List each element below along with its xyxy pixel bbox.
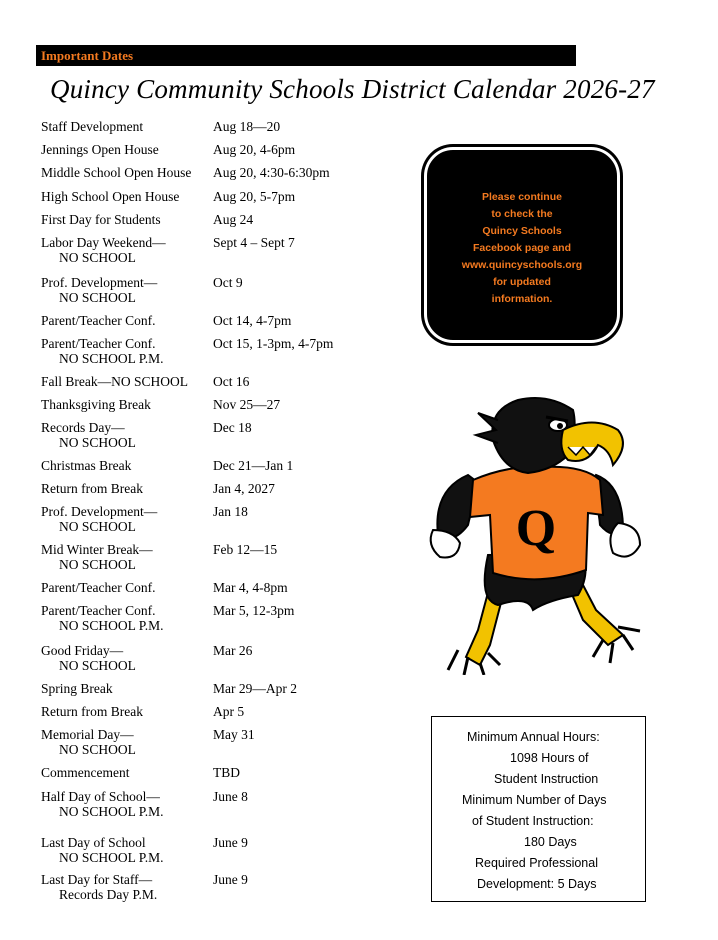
event-name: Parent/Teacher Conf.: [41, 313, 156, 328]
event-date: May 31: [213, 727, 255, 742]
event-date: TBD: [213, 765, 240, 780]
banner-label: Important Dates: [41, 48, 134, 63]
event-date: Aug 20, 4:30-6:30pm: [213, 165, 330, 180]
event-name: Fall Break—NO SCHOOL: [41, 374, 188, 389]
event-date: Mar 5, 12-3pm: [213, 603, 295, 618]
minimum-hours-box: [431, 716, 646, 902]
event-name: Parent/Teacher Conf.: [41, 336, 156, 351]
hours-line: 1098 Hours of: [510, 751, 589, 765]
event-name: Return from Break: [41, 481, 143, 496]
event-note: NO SCHOOL P.M.: [59, 351, 164, 366]
event-name: Prof. Development—: [41, 275, 158, 290]
event-name: Christmas Break: [41, 458, 132, 473]
event-date: Aug 24: [213, 212, 254, 227]
event-note: NO SCHOOL: [59, 557, 136, 572]
event-date: Jan 4, 2027: [213, 481, 275, 496]
event-name: Staff Development: [41, 119, 144, 134]
event-note: NO SCHOOL: [59, 250, 136, 265]
event-date: Aug 20, 4-6pm: [213, 142, 296, 157]
event-date: June 9: [213, 872, 248, 887]
event-name: Mid Winter Break—: [41, 542, 153, 557]
event-name: First Day for Students: [41, 212, 161, 227]
hawk-mascot-illustration: [418, 395, 648, 675]
event-name: Jennings Open House: [41, 142, 159, 157]
hours-line: Minimum Annual Hours:: [467, 730, 600, 744]
event-date: Aug 20, 5-7pm: [213, 189, 296, 204]
event-date: Nov 25—27: [213, 397, 281, 412]
mascot-right-hand: [610, 523, 640, 557]
event-name: Last Day for Staff—: [41, 872, 153, 887]
event-name: Last Day of School: [41, 835, 146, 850]
event-date: Oct 15, 1-3pm, 4-7pm: [213, 336, 334, 351]
event-date: Oct 16: [213, 374, 250, 389]
event-date: June 8: [213, 789, 248, 804]
event-name: Return from Break: [41, 704, 143, 719]
shirt-letter-q: Q: [515, 500, 557, 557]
event-date: Sept 4 – Sept 7: [213, 235, 295, 250]
notice-line: information.: [491, 293, 553, 305]
event-note: NO SCHOOL P.M.: [59, 804, 164, 819]
event-date: Mar 29—Apr 2: [213, 681, 297, 696]
event-name: Half Day of School—: [41, 789, 160, 804]
notice-text: [430, 189, 614, 308]
event-date: Oct 14, 4-7pm: [213, 313, 292, 328]
event-date: Dec 21—Jan 1: [213, 458, 294, 473]
event-name: Good Friday—: [41, 643, 124, 658]
important-dates-banner: [36, 45, 576, 66]
event-date: Feb 12—15: [213, 542, 278, 557]
notice-line: Facebook page and: [472, 242, 572, 254]
event-date: Oct 9: [213, 275, 243, 290]
event-date: Mar 4, 4-8pm: [213, 580, 288, 595]
event-note: NO SCHOOL P.M.: [59, 850, 164, 865]
notice-line: Please continue: [482, 191, 562, 203]
event-name: Labor Day Weekend—: [41, 235, 166, 250]
hours-line: Required Professional: [475, 856, 598, 870]
event-name: Spring Break: [41, 681, 113, 696]
hours-line: Student Instruction: [494, 772, 599, 786]
event-date: Apr 5: [213, 704, 245, 719]
notice-line: for updated: [493, 276, 551, 288]
event-note: NO SCHOOL P.M.: [59, 618, 164, 633]
mascot-beak: [561, 423, 623, 466]
hours-line: 180 Days: [524, 835, 577, 849]
notice-line: Quincy Schools: [482, 225, 562, 237]
event-date: Mar 26: [213, 643, 253, 658]
event-name: Records Day—: [41, 420, 125, 435]
hours-line: Minimum Number of Days: [462, 793, 607, 807]
event-name: Commencement: [41, 765, 130, 780]
event-name: High School Open House: [41, 189, 180, 204]
event-note: NO SCHOOL: [59, 290, 136, 305]
event-date: Aug 18—20: [213, 119, 281, 134]
event-note: NO SCHOOL: [59, 742, 136, 757]
event-name: Parent/Teacher Conf.: [41, 603, 156, 618]
hours-line: Development: 5 Days: [477, 877, 597, 891]
updates-notice-box: [427, 150, 617, 340]
notice-line: to check the: [491, 208, 553, 220]
event-date: Jan 18: [213, 504, 248, 519]
page-title: Quincy Community Schools District Calendar 2026-27: [50, 74, 655, 104]
event-date: June 9: [213, 835, 248, 850]
hours-line: of Student Instruction:: [472, 814, 594, 828]
event-name: Parent/Teacher Conf.: [41, 580, 156, 595]
notice-line: www.quincyschools.org: [461, 259, 583, 271]
event-note: NO SCHOOL: [59, 435, 136, 450]
event-note: NO SCHOOL: [59, 658, 136, 673]
event-date: Dec 18: [213, 420, 252, 435]
event-name: Memorial Day—: [41, 727, 134, 742]
event-name: Thanksgiving Break: [41, 397, 151, 412]
event-note: Records Day P.M.: [59, 887, 158, 902]
event-name: Prof. Development—: [41, 504, 158, 519]
event-note: NO SCHOOL: [59, 519, 136, 534]
event-name: Middle School Open House: [41, 165, 192, 180]
